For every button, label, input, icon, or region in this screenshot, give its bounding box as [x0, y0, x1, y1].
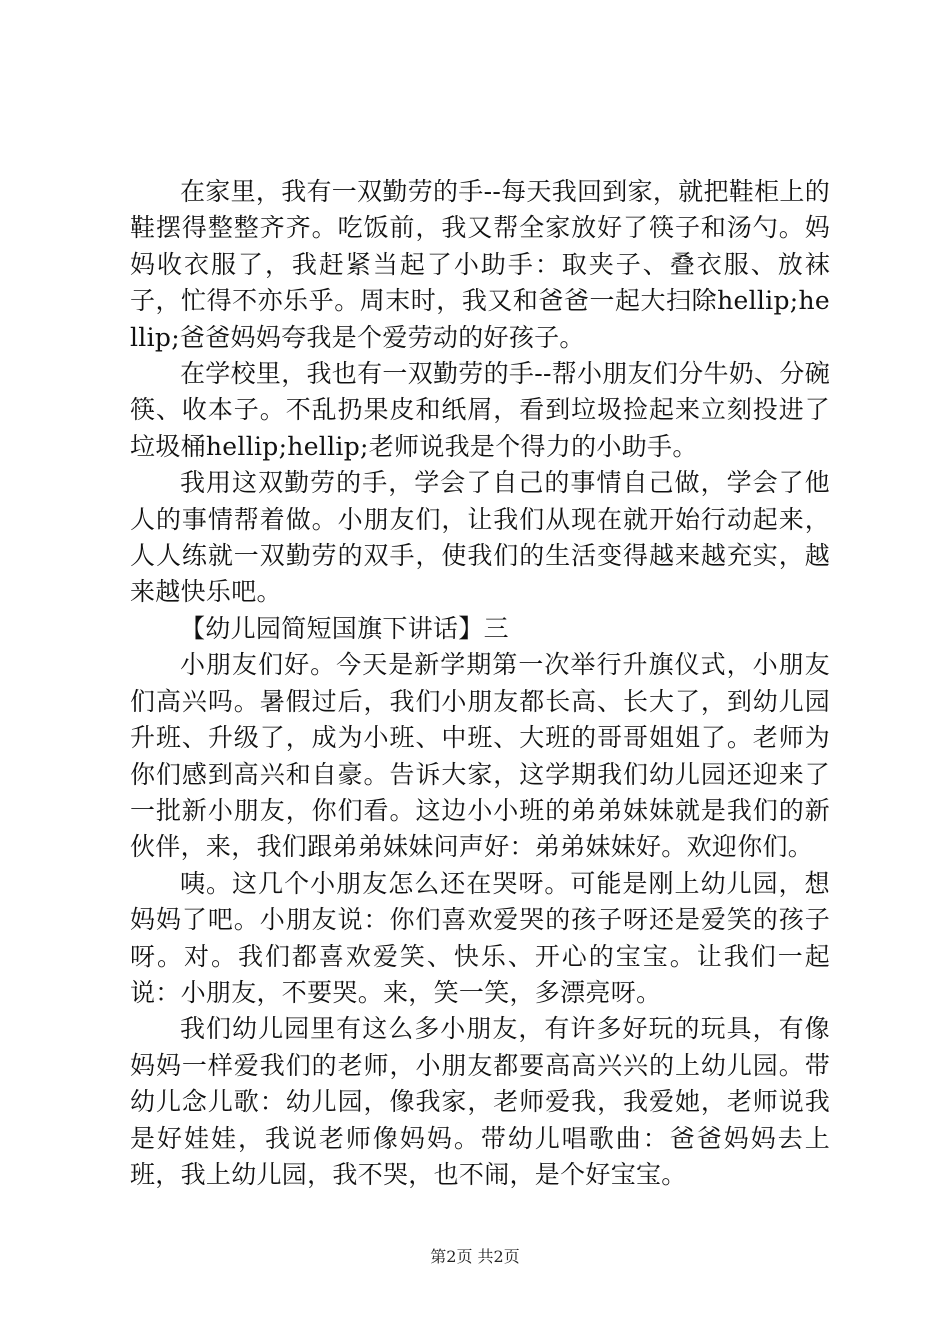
- paragraph-new-semester: 小朋友们好。今天是新学期第一次举行升旗仪式，小朋友们高兴吗。暑假过后，我们小朋友都长高、长大了，到幼儿园升班、升级了，成为小班、中班、大班的哥哥姐姐了。老师为你们感到高兴和自豪。告诉大家，这学期我们幼儿园还迎来了一批新小朋友，你们看。这边小小班的弟弟妹妹就是我们的新伙伴，来，我们跟弟弟妹妹问声好：弟弟妹妹好。欢迎你们。: [130, 650, 830, 862]
- paragraph-nursery-song: 我们幼儿园里有这么多小朋友，有许多好玩的玩具，有像妈妈一样爱我们的老师，小朋友都要高高兴兴的上幼儿园。带幼儿念儿歌：幼儿园，像我家，老师爱我，我爱她，老师说我是好娃娃，我说老师像妈妈。带幼儿唱歌曲：爸爸妈妈去上班，我上幼儿园，我不哭，也不闹，是个好宝宝。: [130, 1014, 830, 1189]
- section-heading: 【幼儿园简短国旗下讲话】三: [180, 613, 509, 643]
- paragraph-home-chores: 在家里，我有一双勤劳的手--每天我回到家，就把鞋柜上的鞋摆得整整齐齐。吃饭前，我又帮全家放好了筷子和汤勺。妈妈收衣服了，我赶紧当起了小助手：取夹子、叠衣服、放袜子，忙得不亦乐乎。周末时，我又和爸爸一起大扫除hellip;hellip;爸爸妈妈夸我是个爱劳动的好孩子。: [130, 177, 830, 352]
- page-footer: 第2页 共2页: [430, 1247, 520, 1266]
- paragraph-school-chores: 在学校里，我也有一双勤劳的手--帮小朋友们分牛奶、分碗筷、收本子。不乱扔果皮和纸屑，看到垃圾捡起来立刻投进了垃圾桶hellip;hellip;老师说我是个得力的小助手。: [130, 359, 830, 461]
- paragraph-crying-kids: 咦。这几个小朋友怎么还在哭呀。可能是刚上幼儿园，想妈妈了吧。小朋友说：你们喜欢爱哭的孩子呀还是爱笑的孩子呀。对。我们都喜欢爱笑、快乐、开心的宝宝。让我们一起说：小朋友，不要哭。来，笑一笑，多漂亮呀。: [130, 868, 830, 1007]
- paragraph-self-reliance: 我用这双勤劳的手，学会了自己的事情自己做，学会了他人的事情帮着做。小朋友们，让我们从现在就开始行动起来，人人练就一双勤劳的双手，使我们的生活变得越来越充实，越来越快乐吧。: [130, 468, 830, 607]
- document-body: [130, 174, 830, 1193]
